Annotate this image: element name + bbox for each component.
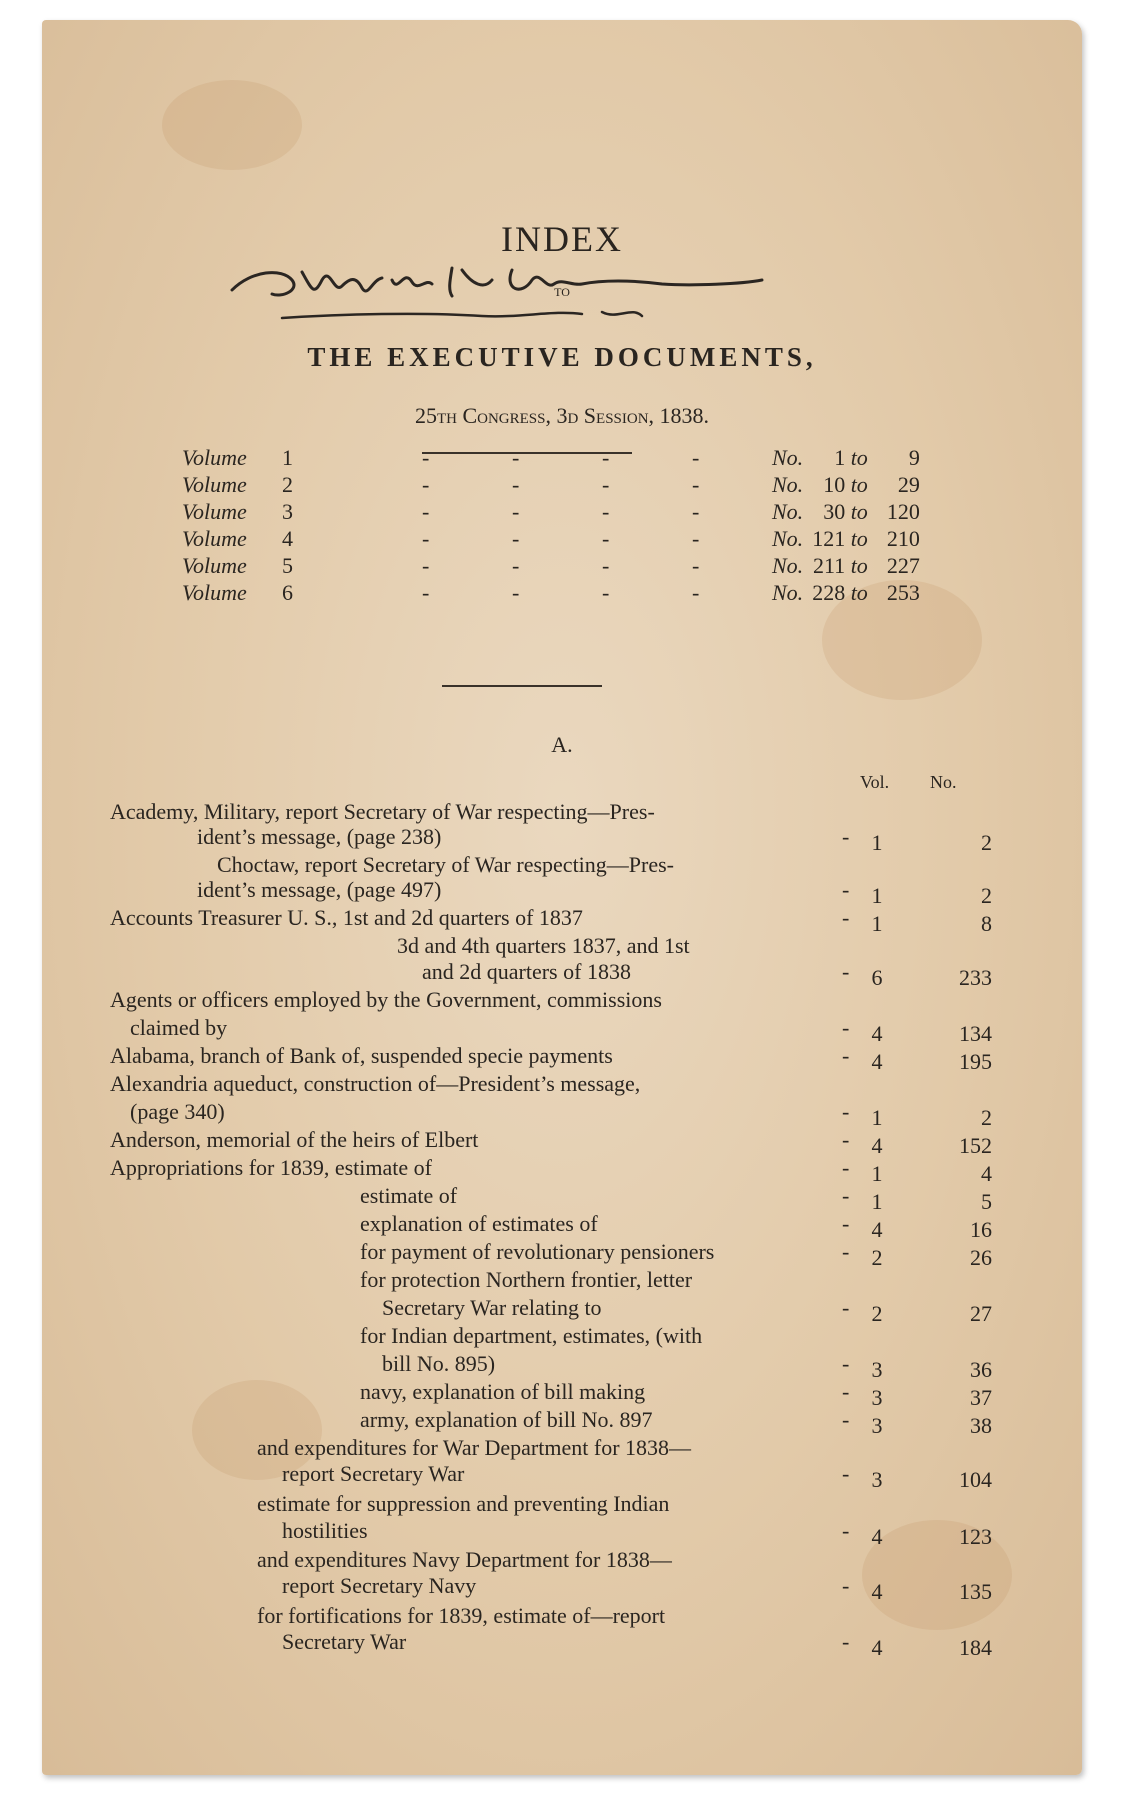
document-range	[772, 526, 920, 552]
entry-volume: 3	[871, 1413, 883, 1438]
entry-number: 233	[959, 965, 992, 990]
entry-number: 16	[970, 1217, 992, 1242]
entry-volume: 4	[871, 1133, 883, 1158]
entry-number: 123	[959, 1524, 992, 1549]
document-range	[772, 553, 920, 579]
leader-dashes: -	[842, 1155, 850, 1180]
entry-text: for payment of revolutionary pensioners	[360, 1239, 715, 1264]
entry-text: and expenditures for War Department for 1838—	[257, 1435, 692, 1460]
leader-dashes: - - - -	[422, 499, 700, 524]
index-heading: INDEX	[501, 219, 623, 259]
volume-row	[182, 499, 962, 526]
volume-number: 3	[282, 499, 293, 524]
entry-number: 184	[959, 1635, 992, 1660]
range-no: No.	[772, 526, 804, 551]
document-range	[772, 499, 920, 525]
entry-volume: 2	[871, 1301, 883, 1326]
entry-text: 3d and 4th quarters 1837, and 1st	[397, 933, 690, 958]
age-stain	[162, 80, 302, 170]
range-no: No.	[772, 499, 804, 524]
entry-volume: 6	[871, 965, 883, 990]
entry-text: Appropriations for 1839, estimate of	[110, 1155, 432, 1180]
entry-number: 195	[959, 1049, 992, 1074]
range-no: No.	[772, 445, 804, 470]
entry-text: Alabama, branch of Bank of, suspended specie payments	[110, 1043, 613, 1068]
document-page	[42, 20, 1082, 1775]
entry-volume: 1	[871, 1161, 883, 1186]
volume-label: Volume	[182, 445, 247, 470]
entry-text: army, explanation of bill No. 897	[360, 1407, 653, 1432]
document-range	[772, 445, 920, 471]
volume-row	[182, 526, 962, 553]
leader-dashes: -	[842, 1573, 850, 1598]
document-subtitle: 25th Congress, 3d Session, 1838.	[414, 403, 710, 428]
entry-volume: 1	[871, 830, 883, 855]
range-from: 228	[812, 580, 846, 605]
entry-volume: 1	[871, 1189, 883, 1214]
entry-volume: 4	[871, 1524, 883, 1549]
volume-label: Volume	[182, 472, 247, 497]
range-no: No.	[772, 553, 804, 578]
leader-dashes: -	[842, 959, 850, 984]
entry-volume: 3	[871, 1467, 883, 1492]
leader-dashes: -	[842, 1239, 850, 1264]
leader-dashes: -	[842, 1099, 850, 1124]
leader-dashes: -	[842, 1015, 850, 1040]
entry-volume: 4	[871, 1635, 883, 1660]
entry-volume: 4	[871, 1049, 883, 1074]
range-from: 121	[812, 526, 846, 551]
range-to-word: to	[850, 580, 868, 605]
range-to: 29	[897, 472, 920, 497]
entry-volume: 2	[871, 1245, 883, 1270]
document-title: THE EXECUTIVE DOCUMENTS,	[307, 342, 817, 372]
document-range	[772, 580, 920, 606]
leader-dashes: -	[842, 1127, 850, 1152]
range-to: 120	[886, 499, 920, 524]
entry-number: 4	[981, 1161, 992, 1186]
volume-label: Volume	[182, 526, 247, 551]
entry-volume: 4	[871, 1021, 883, 1046]
entry-text: hostilities	[282, 1518, 368, 1543]
entry-number: 152	[959, 1133, 992, 1158]
entry-text: Agents or officers employed by the Government, commissions	[110, 987, 662, 1012]
leader-dashes: - - - -	[422, 445, 700, 470]
leader-dashes: -	[842, 1043, 850, 1068]
column-header-vol: Vol.	[860, 772, 890, 792]
range-from: 10	[823, 472, 846, 497]
entry-text: Anderson, memorial of the heirs of Elbert	[110, 1127, 479, 1152]
entry-volume: 4	[871, 1579, 883, 1604]
entry-text: navy, explanation of bill making	[360, 1379, 646, 1404]
entry-volume: 1	[871, 911, 883, 936]
entry-number: 38	[970, 1413, 992, 1438]
range-to-word: to	[850, 445, 868, 470]
column-header-no: No.	[930, 772, 957, 792]
leader-dashes: -	[842, 905, 850, 930]
entry-text: ident’s message, (page 497)	[197, 877, 442, 902]
leader-dashes: -	[842, 1407, 850, 1432]
leader-dashes: - - - -	[422, 472, 700, 497]
section-letter: A.	[551, 732, 573, 757]
volume-number: 2	[282, 472, 293, 497]
leader-dashes: - - - -	[422, 526, 700, 551]
leader-dashes: -	[842, 824, 850, 849]
leader-dashes: -	[842, 1379, 850, 1404]
leader-dashes: -	[842, 1629, 850, 1654]
entry-volume: 1	[871, 1105, 883, 1130]
entry-text: Accounts Treasurer U. S., 1st and 2d quarters of 1837	[110, 905, 583, 930]
entry-number: 134	[959, 1021, 992, 1046]
leader-dashes: -	[842, 1518, 850, 1543]
entry-text: estimate of	[360, 1183, 458, 1208]
entry-number: 37	[970, 1385, 992, 1410]
volume-row	[182, 445, 962, 472]
entry-text: Academy, Military, report Secretary of War respecting—Pres-	[110, 799, 655, 824]
leader-dashes: -	[842, 1211, 850, 1236]
leader-dashes: - - - -	[422, 553, 700, 578]
entry-number: 2	[981, 883, 992, 908]
volume-number: 5	[282, 553, 293, 578]
volume-number: 6	[282, 580, 293, 605]
entry-number: 26	[970, 1245, 992, 1270]
entry-text: Choctaw, report Secretary of War respecting—Pres-	[217, 852, 675, 877]
volume-row	[182, 580, 962, 607]
entry-number: 5	[981, 1189, 992, 1214]
volume-number: 4	[282, 526, 293, 551]
volume-row	[182, 553, 962, 580]
range-no: No.	[772, 472, 804, 497]
range-to: 253	[886, 580, 920, 605]
entry-text: explanation of estimates of	[360, 1211, 598, 1236]
volume-number: 1	[282, 445, 293, 470]
range-to: 210	[886, 526, 920, 551]
volume-row	[182, 472, 962, 499]
leader-dashes: -	[842, 1295, 850, 1320]
range-to-word: to	[850, 472, 868, 497]
range-from: 1	[834, 445, 846, 470]
range-from: 211	[813, 553, 846, 578]
entry-number: 36	[970, 1357, 992, 1382]
entry-number: 104	[959, 1467, 992, 1492]
entry-volume: 4	[871, 1217, 883, 1242]
entry-text: claimed by	[130, 1015, 228, 1040]
leader-dashes: -	[842, 1351, 850, 1376]
to-word: TO	[554, 285, 570, 299]
range-to: 227	[886, 553, 920, 578]
entry-text: for fortifications for 1839, estimate of—report	[257, 1603, 666, 1628]
leader-dashes: -	[842, 877, 850, 902]
entry-text: bill No. 895)	[382, 1351, 496, 1376]
range-to: 9	[908, 445, 920, 470]
entry-text: for Indian department, estimates, (with	[360, 1323, 703, 1348]
entry-volume: 3	[871, 1357, 883, 1382]
entry-text: for protection Northern frontier, letter	[360, 1267, 693, 1292]
entry-volume: 3	[871, 1385, 883, 1410]
divider	[442, 685, 602, 687]
range-to-word: to	[850, 499, 868, 524]
entry-text: report Secretary War	[282, 1461, 465, 1486]
entry-text: ident’s message, (page 238)	[197, 824, 442, 849]
entry-volume: 1	[871, 883, 883, 908]
volume-label: Volume	[182, 553, 247, 578]
entry-text: report Secretary Navy	[282, 1573, 477, 1598]
volume-label: Volume	[182, 580, 247, 605]
entry-text: (page 340)	[130, 1099, 225, 1124]
entry-text: and expenditures Navy Department for 1838—	[257, 1547, 672, 1572]
entry-text: and 2d quarters of 1838	[422, 959, 631, 984]
document-range	[772, 472, 920, 498]
entry-text: Secretary War	[282, 1629, 407, 1654]
entry-text: Alexandria aqueduct, construction of—President’s message,	[110, 1071, 641, 1096]
leader-dashes: - - - -	[422, 580, 700, 605]
range-to-word: to	[850, 553, 868, 578]
range-from: 30	[823, 499, 846, 524]
entry-text: Secretary War relating to	[382, 1295, 602, 1320]
entry-number: 8	[981, 911, 992, 936]
entry-number: 2	[981, 830, 992, 855]
leader-dashes: -	[842, 1461, 850, 1486]
range-to-word: to	[850, 526, 868, 551]
entry-number: 27	[970, 1301, 992, 1326]
range-no: No.	[772, 580, 804, 605]
entry-text: estimate for suppression and preventing Indian	[257, 1491, 670, 1516]
entry-number: 2	[981, 1105, 992, 1130]
leader-dashes: -	[842, 1183, 850, 1208]
entry-number: 135	[959, 1579, 992, 1604]
volume-label: Volume	[182, 499, 247, 524]
